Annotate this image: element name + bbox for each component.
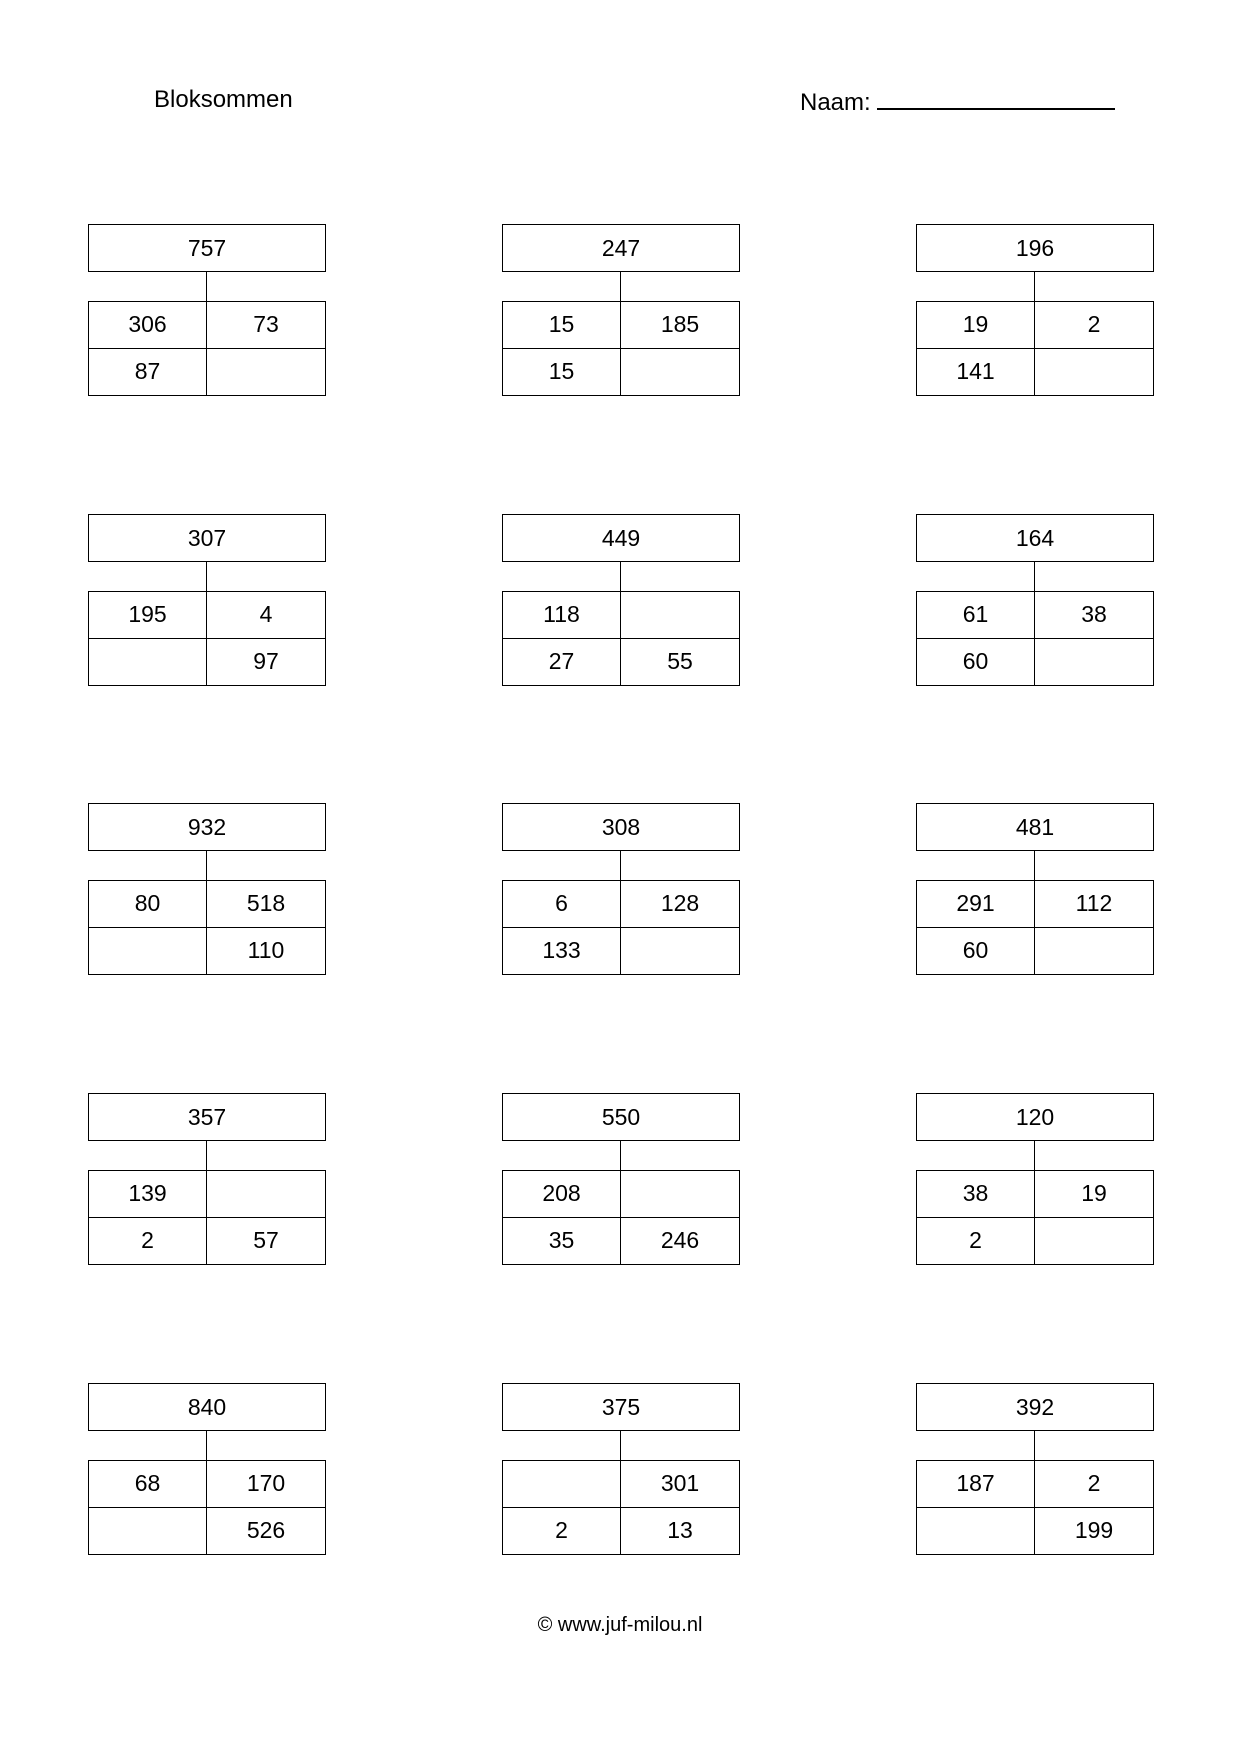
puzzle-total: 840 <box>88 1383 326 1431</box>
puzzle-total: 247 <box>502 224 740 272</box>
puzzle-block <box>916 224 1154 396</box>
given-cell: 208 <box>503 1171 621 1218</box>
given-cell: 110 <box>247 937 285 964</box>
puzzle-cells <box>916 301 1154 396</box>
name-field[interactable] <box>800 86 1115 117</box>
given-cell: 2 <box>917 1218 1035 1265</box>
answer-cell[interactable] <box>89 928 207 975</box>
page-title: Bloksommen <box>154 86 293 113</box>
answer-cell[interactable] <box>503 1461 621 1508</box>
puzzle-connector <box>1034 272 1035 301</box>
puzzle-total: 449 <box>502 514 740 562</box>
puzzle-block <box>88 1383 326 1555</box>
given-cell: 518 <box>207 881 325 928</box>
puzzle-cells <box>88 1170 326 1265</box>
given-cell: 97 <box>253 648 279 675</box>
puzzle-block <box>916 803 1154 975</box>
puzzle-block <box>88 224 326 396</box>
given-cell: 301 <box>621 1461 739 1508</box>
puzzle-total: 757 <box>88 224 326 272</box>
puzzle-block <box>502 224 740 396</box>
puzzle-total: 120 <box>916 1093 1154 1141</box>
puzzle-total: 357 <box>88 1093 326 1141</box>
puzzle-block <box>502 514 740 686</box>
given-cell: 112 <box>1035 881 1153 928</box>
given-cell: 38 <box>917 1171 1035 1218</box>
puzzle-connector <box>206 562 207 591</box>
puzzle-cells <box>502 880 740 975</box>
answer-cell[interactable] <box>207 1171 325 1218</box>
answer-cell[interactable] <box>621 1171 739 1218</box>
given-cell: 19 <box>1035 1171 1153 1218</box>
given-cell: 6 <box>503 881 621 928</box>
given-cell: 2 <box>1035 1461 1153 1508</box>
given-cell: 60 <box>917 639 1035 686</box>
given-cell: 68 <box>89 1461 207 1508</box>
given-cell: 35 <box>503 1218 621 1265</box>
answer-cell[interactable] <box>1035 349 1153 396</box>
answer-cell[interactable] <box>207 349 325 396</box>
given-cell: 19 <box>917 302 1035 349</box>
puzzle-block <box>502 1093 740 1265</box>
given-cell: 195 <box>89 592 207 639</box>
puzzle-cells <box>88 301 326 396</box>
given-cell: 87 <box>89 349 207 396</box>
puzzle-block <box>88 514 326 686</box>
puzzle-cells <box>502 301 740 396</box>
puzzle-block <box>88 1093 326 1265</box>
footer-copyright: © www.juf-milou.nl <box>537 1614 703 1636</box>
puzzle-cells <box>502 1170 740 1265</box>
puzzle-connector <box>206 1141 207 1170</box>
puzzle-total: 481 <box>916 803 1154 851</box>
puzzle-total: 550 <box>502 1093 740 1141</box>
puzzle-connector <box>1034 1431 1035 1460</box>
puzzle-cells <box>88 880 326 975</box>
puzzle-connector <box>620 562 621 591</box>
puzzle-cells <box>88 591 326 686</box>
given-cell: 118 <box>503 592 621 639</box>
puzzle-cells <box>88 1460 326 1555</box>
answer-cell[interactable] <box>1035 639 1153 686</box>
given-cell: 128 <box>621 881 739 928</box>
puzzle-total: 932 <box>88 803 326 851</box>
given-cell: 199 <box>1074 1517 1114 1544</box>
puzzle-connector <box>620 851 621 880</box>
given-cell: 80 <box>89 881 207 928</box>
puzzle-total: 375 <box>502 1383 740 1431</box>
name-label: Naam: <box>800 89 871 116</box>
given-cell: 2 <box>1035 302 1153 349</box>
given-cell: 61 <box>917 592 1035 639</box>
given-cell: 4 <box>207 592 325 639</box>
answer-cell[interactable] <box>89 1508 207 1555</box>
puzzle-total: 392 <box>916 1383 1154 1431</box>
given-cell: 2 <box>503 1508 621 1555</box>
given-cell: 526 <box>246 1517 286 1544</box>
puzzle-total: 196 <box>916 224 1154 272</box>
given-cell: 187 <box>917 1461 1035 1508</box>
puzzle-connector <box>1034 1141 1035 1170</box>
given-cell: 38 <box>1035 592 1153 639</box>
given-cell: 15 <box>503 349 621 396</box>
answer-cell[interactable] <box>89 639 207 686</box>
puzzle-block <box>916 1383 1154 1555</box>
given-cell: 57 <box>253 1227 279 1254</box>
puzzle-cells <box>502 591 740 686</box>
puzzle-connector <box>1034 562 1035 591</box>
given-cell: 55 <box>667 648 693 675</box>
given-cell: 170 <box>207 1461 325 1508</box>
name-line[interactable] <box>877 86 1115 110</box>
answer-cell[interactable] <box>1035 928 1153 975</box>
given-cell: 15 <box>503 302 621 349</box>
given-cell: 2 <box>89 1218 207 1265</box>
answer-cell[interactable] <box>621 349 739 396</box>
given-cell: 73 <box>207 302 325 349</box>
given-cell: 291 <box>917 881 1035 928</box>
puzzle-connector <box>620 1431 621 1460</box>
puzzle-connector <box>206 851 207 880</box>
puzzle-connector <box>1034 851 1035 880</box>
puzzle-total: 164 <box>916 514 1154 562</box>
answer-cell[interactable] <box>621 928 739 975</box>
given-cell: 185 <box>621 302 739 349</box>
answer-cell[interactable] <box>621 592 739 639</box>
puzzle-cells <box>916 1170 1154 1265</box>
puzzle-block <box>916 514 1154 686</box>
puzzle-connector <box>206 1431 207 1460</box>
puzzle-total: 307 <box>88 514 326 562</box>
given-cell: 139 <box>89 1171 207 1218</box>
puzzle-cells <box>916 1460 1154 1555</box>
puzzle-block <box>502 803 740 975</box>
puzzle-connector <box>620 272 621 301</box>
given-cell: 246 <box>660 1227 700 1254</box>
puzzle-block <box>502 1383 740 1555</box>
puzzle-connector <box>620 1141 621 1170</box>
given-cell: 27 <box>503 639 621 686</box>
puzzle-cells <box>502 1460 740 1555</box>
given-cell: 60 <box>917 928 1035 975</box>
puzzle-cells <box>916 591 1154 686</box>
answer-cell[interactable] <box>917 1508 1035 1555</box>
given-cell: 141 <box>917 349 1035 396</box>
answer-cell[interactable] <box>1035 1218 1153 1265</box>
given-cell: 133 <box>503 928 621 975</box>
puzzle-block <box>916 1093 1154 1265</box>
given-cell: 13 <box>667 1517 693 1544</box>
puzzle-total: 308 <box>502 803 740 851</box>
puzzle-block <box>88 803 326 975</box>
puzzle-connector <box>206 272 207 301</box>
given-cell: 306 <box>89 302 207 349</box>
puzzle-cells <box>916 880 1154 975</box>
